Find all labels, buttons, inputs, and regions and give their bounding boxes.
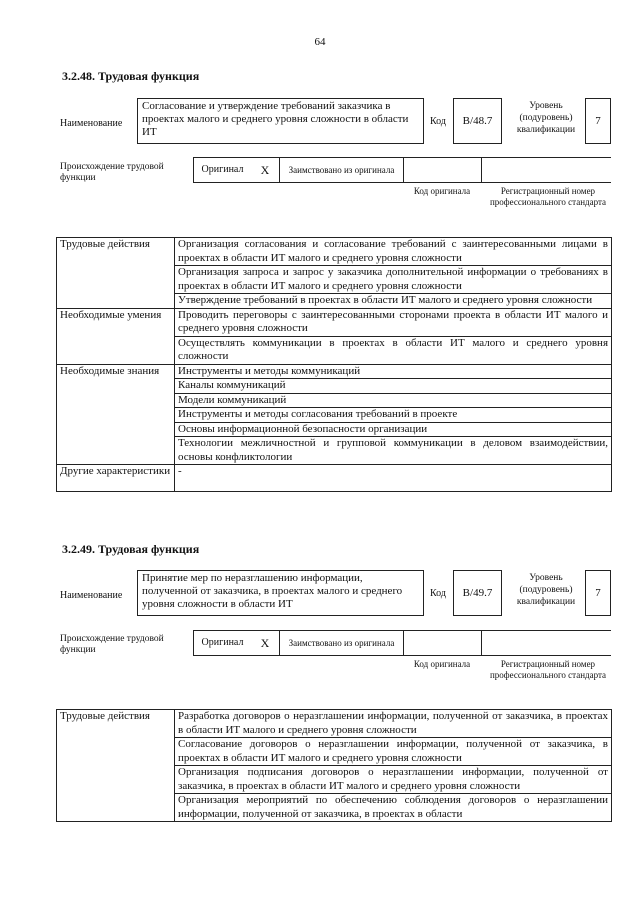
origin-code-label: Код оригинала — [413, 659, 471, 669]
level-label: Уровень (подуровень) квалификации — [516, 101, 576, 135]
code-label: Код — [430, 588, 446, 599]
table-cell: Инструменты и методы коммуникаций — [175, 364, 612, 379]
reg-number-label: Регистрационный номер профессионального стандарта — [489, 659, 607, 680]
code-label: Код — [430, 116, 446, 127]
name-label: Наименование — [60, 118, 123, 129]
table-cell: Организация запроса и запрос у заказчика дополнительной информации о требованиях в проектах в области ИТ малого и среднего уровня сложности — [175, 266, 612, 294]
borrowed-label: Заимствовано из оригинала — [279, 631, 403, 655]
original-label: Оригинал — [193, 631, 251, 655]
table-cell: - — [175, 465, 612, 492]
table-cell: Инструменты и методы согласования требований в проекте — [175, 408, 612, 423]
table-cell: Утверждение требований в проектах в области ИТ малого и среднего уровня сложности — [175, 294, 612, 309]
code-box — [453, 570, 502, 616]
function-name-box — [137, 570, 424, 616]
original-label: Оригинал — [193, 158, 251, 182]
origin-code-cell — [403, 158, 481, 182]
level-box — [585, 98, 611, 144]
table-cell: Проводить переговоры с заинтересованными сторонами проекта в области ИТ малого и среднего уровня сложности — [175, 308, 612, 336]
reg-number-cell — [481, 631, 611, 655]
level-box — [585, 570, 611, 616]
original-mark: X — [260, 636, 270, 650]
row-label: Трудовые действия — [57, 710, 175, 822]
function-name-box — [137, 98, 424, 144]
original-mark: X — [260, 163, 270, 177]
origin-code-label: Код оригинала — [413, 186, 471, 196]
table-cell: Каналы коммуникаций — [175, 379, 612, 394]
function-name: Принятие мер по неразглашению информации, полученной от заказчика, в проектах малого и среднего уровня сложности в области ИТ — [142, 572, 403, 610]
table-cell: Модели коммуникаций — [175, 393, 612, 408]
reg-number-cell — [481, 158, 611, 182]
table-cell: Организация мероприятий по обеспечению соблюдения договоров о неразглашении информации, полученной от заказчика, в проектах в области — [175, 794, 612, 822]
row-label: Трудовые действия — [57, 238, 175, 309]
table-cell: Основы информационной безопасности организации — [175, 422, 612, 437]
section-title: 3.2.49. Трудовая функция — [62, 542, 200, 556]
row-label: Другие характеристики — [57, 465, 175, 492]
table-cell: Осуществлять коммуникации в проектах в области ИТ малого и среднего уровня сложности — [175, 336, 612, 364]
table-cell: Разработка договоров о неразглашении информации, полученной от заказчика, в проектах в области ИТ малого и среднего уровня сложности — [175, 710, 612, 738]
table-cell: Организация согласования и согласование требований с заинтересованными лицами в проектах в области ИТ малого и среднего уровня сложности — [175, 238, 612, 266]
row-label: Необходимые знания — [57, 364, 175, 465]
qualification-level: 7 — [595, 586, 601, 599]
reg-number-label: Регистрационный номер профессионального стандарта — [489, 186, 607, 207]
origin-row — [193, 630, 611, 656]
code-box — [453, 98, 502, 144]
section-title: 3.2.48. Трудовая функция — [62, 69, 200, 83]
table-cell: Согласование договоров о неразглашении информации, полученной от заказчика, в проектах в области ИТ малого и среднего уровня сложности — [175, 738, 612, 766]
function-table — [56, 237, 612, 492]
function-name: Согласование и утверждение требований заказчика в проектах малого и среднего уровня сложности в области ИТ — [142, 100, 409, 138]
origin-label: Происхождение трудовой функции — [60, 162, 164, 183]
table-cell: Организация подписания договоров о неразглашении информации, полученной от заказчика, в проектах в области ИТ малого и среднего уровня сложности — [175, 766, 612, 794]
function-code: B/48.7 — [462, 114, 493, 127]
level-label: Уровень (подуровень) квалификации — [516, 573, 576, 607]
name-label: Наименование — [60, 590, 123, 601]
origin-row — [193, 157, 611, 183]
origin-code-cell — [403, 631, 481, 655]
row-label: Необходимые умения — [57, 308, 175, 364]
origin-label: Происхождение трудовой функции — [60, 634, 164, 655]
qualification-level: 7 — [595, 114, 601, 127]
table-cell: Технологии межличностной и групповой коммуникации в деловом взаимодействии, основы конфликтологии — [175, 437, 612, 465]
function-code: B/49.7 — [462, 586, 493, 599]
borrowed-label: Заимствовано из оригинала — [279, 158, 403, 182]
function-table — [56, 709, 612, 822]
page-number: 64 — [314, 36, 326, 48]
